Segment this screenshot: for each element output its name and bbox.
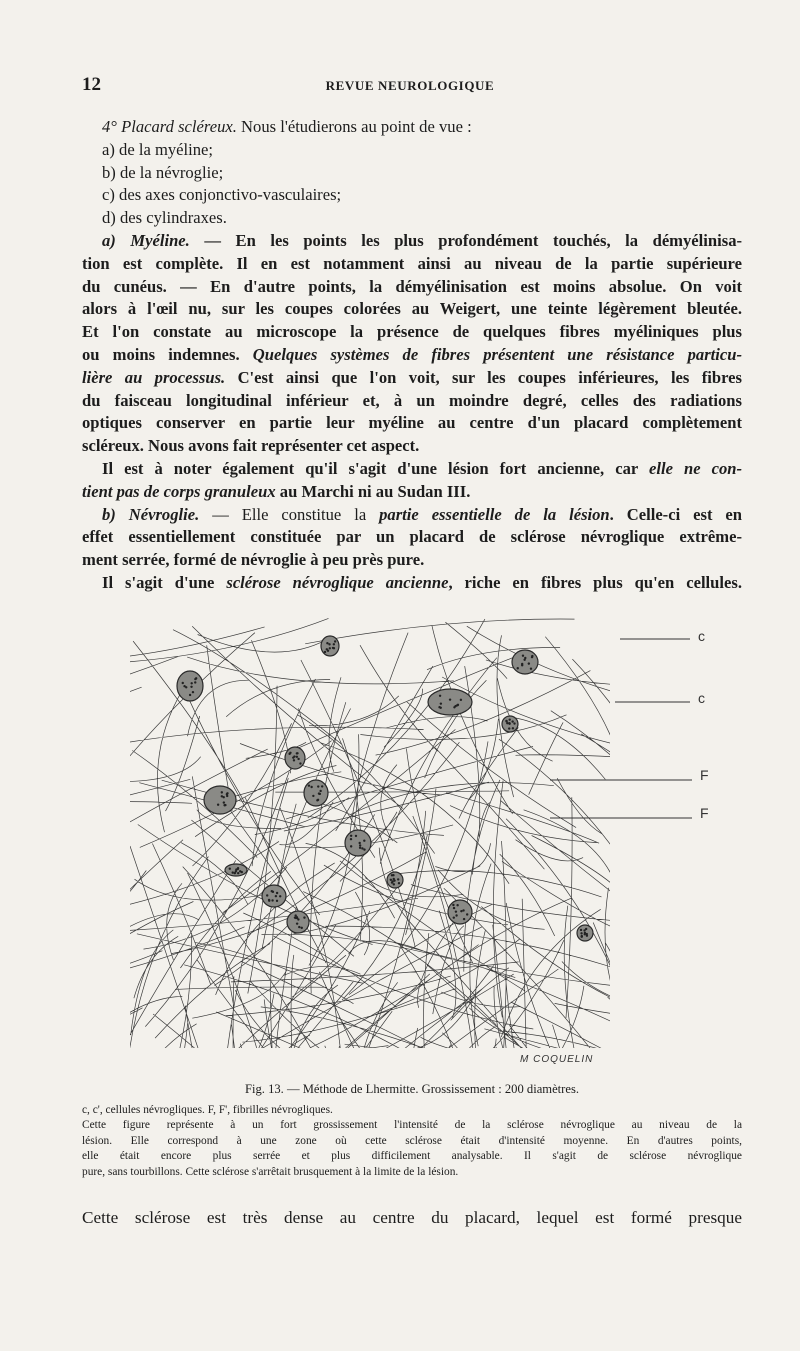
chromatin-dot: [266, 894, 268, 896]
chromatin-dot: [296, 922, 298, 924]
chromatin-dot: [463, 918, 465, 920]
text-line: tion est complète. Il en est notamment ainsi au niveau de la partie supérieure: [82, 253, 742, 273]
text-line: b) Névroglie. — Elle constitue la partie essentielle de la lésion. Celle-ci est en: [102, 504, 742, 524]
chromatin-dot: [462, 909, 464, 911]
chromatin-dot: [237, 872, 239, 874]
chromatin-dot: [190, 686, 192, 688]
chromatin-dot: [224, 804, 226, 806]
chromatin-dot: [363, 848, 365, 850]
chromatin-dot: [391, 874, 393, 876]
chromatin-dot: [397, 878, 399, 880]
subsection-heading: b) Névroglie.: [102, 504, 200, 524]
chromatin-dot: [232, 871, 234, 873]
list-item: a) de la myéline;: [102, 139, 214, 159]
chromatin-dot: [295, 914, 297, 916]
glial-cell: [321, 636, 339, 656]
text-line: 4° Placard scléreux. Nous l'étudierons au point de vue :: [102, 117, 472, 136]
chromatin-dot: [390, 879, 392, 881]
chromatin-dot: [580, 932, 582, 934]
chromatin-dot: [299, 762, 301, 764]
chromatin-dot: [324, 651, 326, 653]
glial-cell: [285, 747, 305, 769]
chromatin-dot: [333, 647, 335, 649]
text-line: alors à l'œil nu, sur les coupes colorées au Weigert, une teinte légèrement bleutée.: [82, 299, 742, 319]
chromatin-dot: [237, 868, 239, 870]
chromatin-dot: [276, 900, 278, 902]
chromatin-dot: [363, 840, 365, 842]
chromatin-dot: [453, 907, 455, 909]
chromatin-dot: [189, 694, 191, 696]
chromatin-dot: [586, 935, 588, 937]
chromatin-dot: [457, 704, 459, 706]
chromatin-dot: [321, 785, 323, 787]
chromatin-dot: [192, 691, 194, 693]
chromatin-dot: [524, 657, 526, 659]
chromatin-dot: [334, 640, 336, 642]
chromatin-dot: [359, 842, 361, 844]
chromatin-dot: [530, 668, 532, 670]
chromatin-dot: [506, 722, 508, 724]
chromatin-dot: [310, 786, 312, 788]
page-number: 12: [82, 74, 101, 95]
glial-cell: [204, 786, 236, 814]
chromatin-dot: [454, 705, 456, 707]
label-c-prime: c: [698, 690, 705, 706]
chromatin-dot: [229, 867, 231, 869]
chromatin-dot: [271, 899, 273, 901]
chromatin-dot: [222, 796, 224, 798]
chromatin-dot: [517, 667, 519, 669]
caption-line: c, c', cellules névrogliques. F, F', fibrilles névrogliques.: [82, 1104, 333, 1116]
chromatin-dot: [531, 656, 533, 658]
chromatin-dot: [359, 844, 361, 846]
list-item: d) des cylindraxes.: [102, 208, 227, 228]
chromatin-dot: [391, 881, 393, 883]
chromatin-dot: [398, 882, 400, 884]
chromatin-dot: [185, 686, 187, 688]
chromatin-dot: [293, 755, 295, 757]
chromatin-dot: [440, 702, 442, 704]
chromatin-dot: [312, 795, 314, 797]
chromatin-dot: [276, 892, 278, 894]
chromatin-dot: [452, 904, 454, 906]
chromatin-dot: [466, 913, 468, 915]
chromatin-dot: [522, 655, 524, 657]
chromatin-dot: [317, 785, 319, 787]
chromatin-dot: [182, 682, 184, 684]
chromatin-dot: [289, 752, 291, 754]
text-line: effet essentiellement constituée par un placard de sclérose névroglique extrême-: [82, 527, 742, 547]
glial-cell: [304, 780, 328, 806]
chromatin-dot: [303, 916, 305, 918]
chromatin-dot: [350, 845, 352, 847]
label-f-prime: F: [700, 805, 709, 821]
subsection-heading: a) Myéline.: [102, 230, 190, 250]
chromatin-dot: [272, 891, 274, 893]
neuroglia-illustration: [120, 604, 720, 1066]
text-line: Et l'on constate au microscope la présence de quelques fibres myéliniques plus: [82, 322, 742, 342]
chromatin-dot: [453, 916, 455, 918]
glial-cell: [177, 671, 203, 701]
chromatin-dot: [308, 784, 310, 786]
chromatin-dot: [528, 662, 530, 664]
chromatin-dot: [328, 643, 330, 645]
chromatin-dot: [513, 722, 515, 724]
text-line: optiques conserver en partie leur myéline au centre d'un placard complètement: [82, 413, 742, 433]
chromatin-dot: [393, 883, 395, 885]
artist-signature: M COQUELIN: [520, 1054, 594, 1065]
chromatin-dot: [293, 759, 295, 761]
chromatin-dot: [234, 872, 236, 874]
chromatin-dot: [268, 900, 270, 902]
chromatin-dot: [326, 648, 328, 650]
fibril-network: [120, 618, 720, 1066]
list-item: b) de la névroglie;: [102, 162, 224, 182]
glial-cell: [345, 830, 371, 856]
figure-13: [120, 604, 720, 1066]
chromatin-dot: [509, 718, 511, 720]
chromatin-dot: [456, 904, 458, 906]
chromatin-dot: [326, 642, 328, 644]
chromatin-dot: [296, 756, 298, 758]
chromatin-dot: [460, 910, 462, 912]
chromatin-dot: [221, 791, 223, 793]
caption-line: Cette figure représente à un fort grossissement l'intensité de la sclérose névroglique au niveau de la: [82, 1119, 742, 1132]
chromatin-dot: [298, 926, 300, 928]
chromatin-dot: [508, 727, 510, 729]
chromatin-dot: [318, 792, 320, 794]
chromatin-dot: [580, 929, 582, 931]
chromatin-dot: [350, 838, 352, 840]
chromatin-dot: [226, 795, 228, 797]
text-line: a) Myéline. — En les points les plus profondément touchés, la démyélinisa-: [102, 230, 742, 250]
chromatin-dot: [301, 927, 303, 929]
chromatin-dot: [583, 929, 585, 931]
page-header: [82, 74, 738, 98]
text-line: du cunéus. — En d'autre points, la démyélinisation est moins absolue. On voit: [82, 276, 742, 296]
chromatin-dot: [329, 647, 331, 649]
chromatin-dot: [217, 803, 219, 805]
chromatin-dot: [297, 758, 299, 760]
chromatin-dot: [361, 847, 363, 849]
chromatin-dot: [512, 727, 514, 729]
chromatin-dot: [223, 801, 225, 803]
label-f: F: [700, 767, 709, 783]
glial-cell: [287, 911, 309, 933]
chromatin-dot: [279, 895, 281, 897]
chromatin-dot: [194, 678, 196, 680]
body-text: [82, 116, 742, 595]
chromatin-dot: [439, 695, 441, 697]
label-c: c: [698, 628, 705, 644]
glial-cell: [428, 689, 472, 715]
caption-line: lésion. Elle correspond à une zone où cette sclérose était d'intensité moyenne. En d'autres points,: [82, 1134, 742, 1147]
list-item: c) des axes conjonctivo-vasculaires;: [102, 185, 342, 205]
chromatin-dot: [275, 895, 277, 897]
chromatin-dot: [511, 720, 513, 722]
chromatin-dot: [508, 722, 510, 724]
text-line: Il s'agit d'une sclérose névroglique ancienne, riche en fibres plus qu'en cellules.: [102, 572, 742, 592]
caption-line: elle était encore plus serrée et plus difficilement analysable. Il s'agit de sclérose névroglique: [82, 1150, 742, 1163]
chromatin-dot: [194, 681, 196, 683]
chromatin-dot: [505, 720, 507, 722]
text-line: tient pas de corps granuleux au Marchi ni au Sudan III.: [82, 481, 471, 501]
section-heading: 4° Placard scléreux.: [102, 117, 237, 136]
caption-line: pure, sans tourbillons. Cette sclérose s'arrêtait brusquement à la limite de la lésion.: [82, 1165, 459, 1178]
chromatin-dot: [190, 682, 192, 684]
text-line: Il est à noter également qu'il s'agit d'une lésion fort ancienne, car elle ne con-: [102, 458, 742, 478]
chromatin-dot: [294, 916, 296, 918]
chromatin-dot: [319, 790, 321, 792]
chromatin-dot: [584, 932, 586, 934]
chromatin-dot: [350, 835, 352, 837]
chromatin-dot: [241, 871, 243, 873]
chromatin-dot: [460, 699, 462, 701]
chromatin-dot: [359, 847, 361, 849]
figure-caption-title: Fig. 13. — Méthode de Lhermitte. Grossissement : 200 diamètres.: [244, 1082, 580, 1096]
chromatin-dot: [355, 835, 357, 837]
chromatin-dot: [316, 799, 318, 801]
chromatin-dot: [455, 914, 457, 916]
text-line: du faisceau longitudinal inférieur et, à un moindre degré, celles des radiations: [82, 390, 742, 410]
continuation-line: Cette sclérose est très dense au centre du placard, lequel est formé presque: [82, 1208, 742, 1227]
journal-title: REVUE NEUROLOGIQUE: [325, 78, 495, 93]
chromatin-dot: [333, 643, 335, 645]
text-line: scléreux. Nous avons fait représenter cet aspect.: [82, 436, 420, 456]
text-line: lière au processus. C'est ainsi que l'on voit, sur les coupes inférieures, les fibres: [82, 367, 742, 387]
figure-caption: [82, 1103, 742, 1180]
text-line: ou moins indemnes. Quelques systèmes de fibres présentent une résistance particu-: [82, 344, 742, 364]
chromatin-dot: [440, 707, 442, 709]
chromatin-dot: [521, 663, 523, 665]
chromatin-dot: [296, 752, 298, 754]
text-line: ment serrée, formé de névroglie à peu près pure.: [82, 550, 425, 570]
chromatin-dot: [455, 910, 457, 912]
chromatin-dot: [449, 698, 451, 700]
chromatin-dot: [393, 878, 395, 880]
glial-cell: [512, 650, 538, 674]
chromatin-dot: [581, 936, 583, 938]
glial-cell: [448, 900, 472, 924]
glial-cell: [262, 885, 286, 907]
